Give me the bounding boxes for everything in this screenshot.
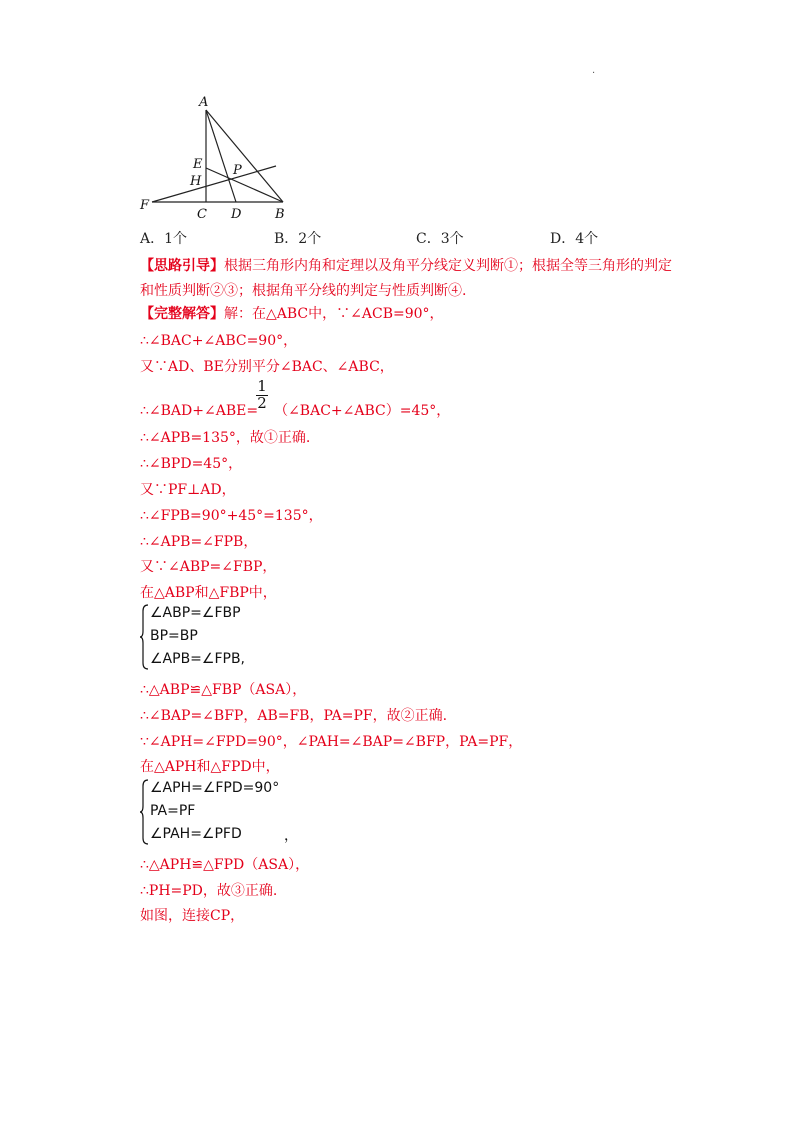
solution-line-9: ∴∠APB=∠FPB， xyxy=(140,534,258,550)
point-p-label: P xyxy=(233,163,242,178)
left-brace xyxy=(140,603,150,671)
solution-label: 【完整解答】 xyxy=(140,306,224,322)
solution-line-10: 又∵∠ABP=∠FBP， xyxy=(140,559,277,575)
solution-line-8: ∴∠FPB=90°+45°=135°， xyxy=(140,508,323,524)
solution-line-17: ∴PH=PD，故③正确. xyxy=(140,883,278,899)
segment-ab xyxy=(206,110,283,202)
solution-line-18: 如图，连接CP， xyxy=(140,908,245,924)
answer-options xyxy=(140,228,660,248)
solution-line-7: 又∵PF⊥AD， xyxy=(140,482,236,498)
solution-line-15: 在△APH和△FPD中， xyxy=(140,759,280,775)
left-brace xyxy=(140,778,150,846)
solution-line-1: 【完整解答】解：在△ABC中，∵∠ACB=90°， xyxy=(140,306,444,322)
option-c: C．3个 xyxy=(416,231,464,247)
equation-system-2: ∠APH=∠FPD=90° PA=PF ∠PAH=∠PFD xyxy=(140,778,320,846)
option-a: A．1个 xyxy=(140,231,188,247)
solution-line-11: 在△ABP和△FBP中， xyxy=(140,585,277,601)
hint-line-2: 和性质判断②③；根据角平分线的判定与性质判断④. xyxy=(140,283,467,299)
point-e-label: E xyxy=(193,157,203,172)
triangle-figure xyxy=(130,92,300,227)
solution-line-5: ∴∠APB=135°，故①正确. xyxy=(140,430,311,446)
solution-line-6: ∴∠BPD=45°， xyxy=(140,456,243,472)
solution-line-3: 又∵AD、BE分别平分∠BAC、∠ABC， xyxy=(140,359,394,375)
segment-be xyxy=(206,168,283,202)
corner-dot: · xyxy=(592,68,596,79)
point-h-label: H xyxy=(190,174,202,189)
system-2-comma: ， xyxy=(284,828,298,844)
hint-label: 【思路引导】 xyxy=(140,258,224,274)
option-b: B．2个 xyxy=(274,231,322,247)
solution-line-2: ∴∠BAC+∠ABC=90°， xyxy=(140,333,298,349)
equation-system-1: ∠ABP=∠FBP BP=BP ∠APB=∠FPB, xyxy=(140,603,300,671)
point-c-label: C xyxy=(197,207,207,222)
hint-line-1: 【思路引导】根据三角形内角和定理以及角平分线定义判断①；根据全等三角形的判定 xyxy=(140,258,672,274)
point-f-label: F xyxy=(140,198,150,213)
fraction-half: 1 2 xyxy=(257,377,267,412)
solution-line-4: ∴∠BAD+∠ABE= （∠BAC+∠ABC）=45°， xyxy=(140,403,451,419)
point-b-label: B xyxy=(275,207,285,222)
solution-line-14: ∵∠APH=∠FPD=90°，∠PAH=∠BAP=∠BFP，PA=PF， xyxy=(140,734,523,750)
solution-line-12: ∴△ABP≌△FBP（ASA）， xyxy=(140,682,307,698)
segment-ad xyxy=(206,110,236,202)
point-a-label: A xyxy=(199,95,209,110)
option-d: D．4个 xyxy=(550,231,599,247)
solution-line-16: ∴△APH≌△FPD（ASA）， xyxy=(140,857,310,873)
solution-line-13: ∴∠BAP=∠BFP，AB=FB，PA=PF，故②正确. xyxy=(140,708,448,724)
point-d-label: D xyxy=(231,207,242,222)
